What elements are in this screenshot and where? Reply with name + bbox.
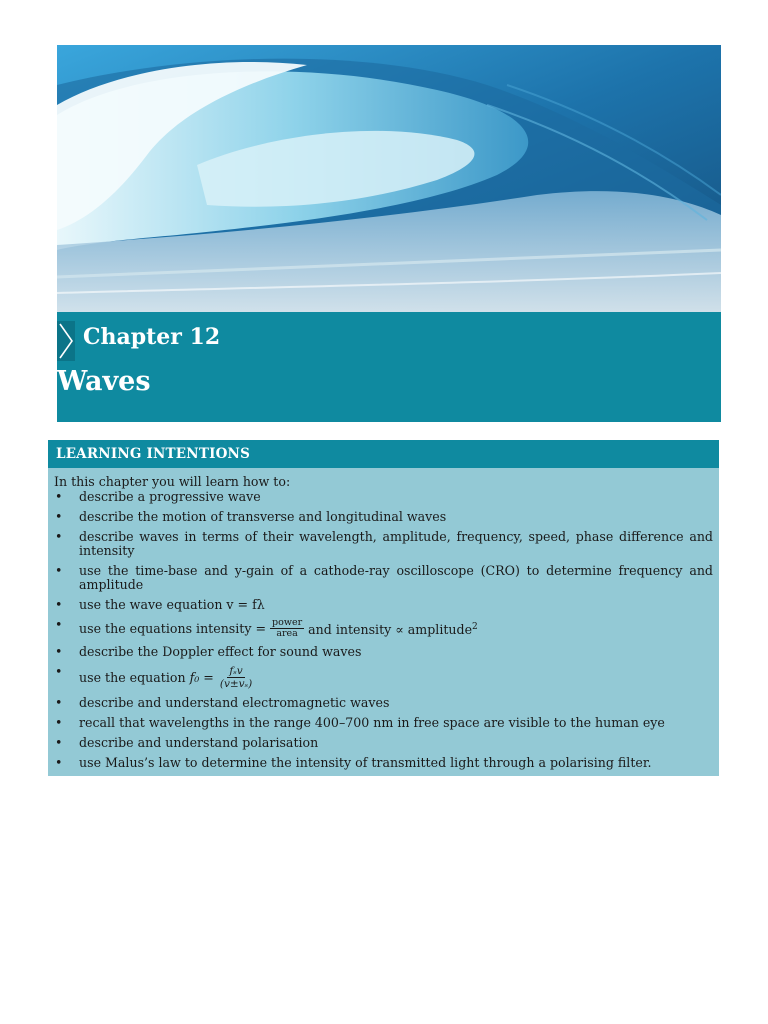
learning-intentions-heading: LEARNING INTENTIONS [48,440,719,468]
learning-list [48,490,719,776]
list-item: • use the wave equation v = fλ [55,597,265,612]
learning-intro: In this chapter you will learn how to: [54,474,291,489]
learning-intentions-box [48,440,719,776]
list-item: • describe and understand polarisation [55,735,319,750]
list-item: • use the time-base and y-gain of a cathode-ray oscilloscope (CRO) to determine frequency and amplitude [55,563,713,592]
hero-wave-image [57,45,721,312]
list-item: • use Malus’s law to determine the intensity of transmitted light through a polarising filter. [55,755,652,770]
chapter-header [57,312,721,422]
list-item: • recall that wavelengths in the range 400–700 nm in free space are visible to the human eye [55,715,665,730]
list-item: • describe a progressive wave [55,489,261,504]
list-item: • describe and understand electromagnetic waves [55,695,390,710]
list-item: • describe the motion of transverse and longitudinal waves [55,509,447,524]
chevron-right-icon [57,321,75,361]
list-item: • describe waves in terms of their wavelength, amplitude, frequency, speed, phase difference and intensity [55,529,713,558]
list-item-doppler: • use the equation f₀ = $\frac{\text{fₛv}}{\text{(v±vₛ)}}$ [55,664,253,690]
list-item: • describe the Doppler effect for sound waves [55,644,362,659]
doppler-fraction: $\frac{\text{fₛv}}{\text{(v±vₛ)}}$ [219,665,253,690]
list-item-intensity: • use the equations intensity = $\frac{\text{power}}{\text{area}}$ and intensity ∝ amplitude$^2$ [55,617,478,639]
power-over-area-fraction: $\frac{\text{power}}{\text{area}}$ [272,617,303,639]
chapter-number: Chapter 12 [83,324,221,350]
wave-illustration [57,45,721,312]
chapter-title: Waves [57,366,151,397]
